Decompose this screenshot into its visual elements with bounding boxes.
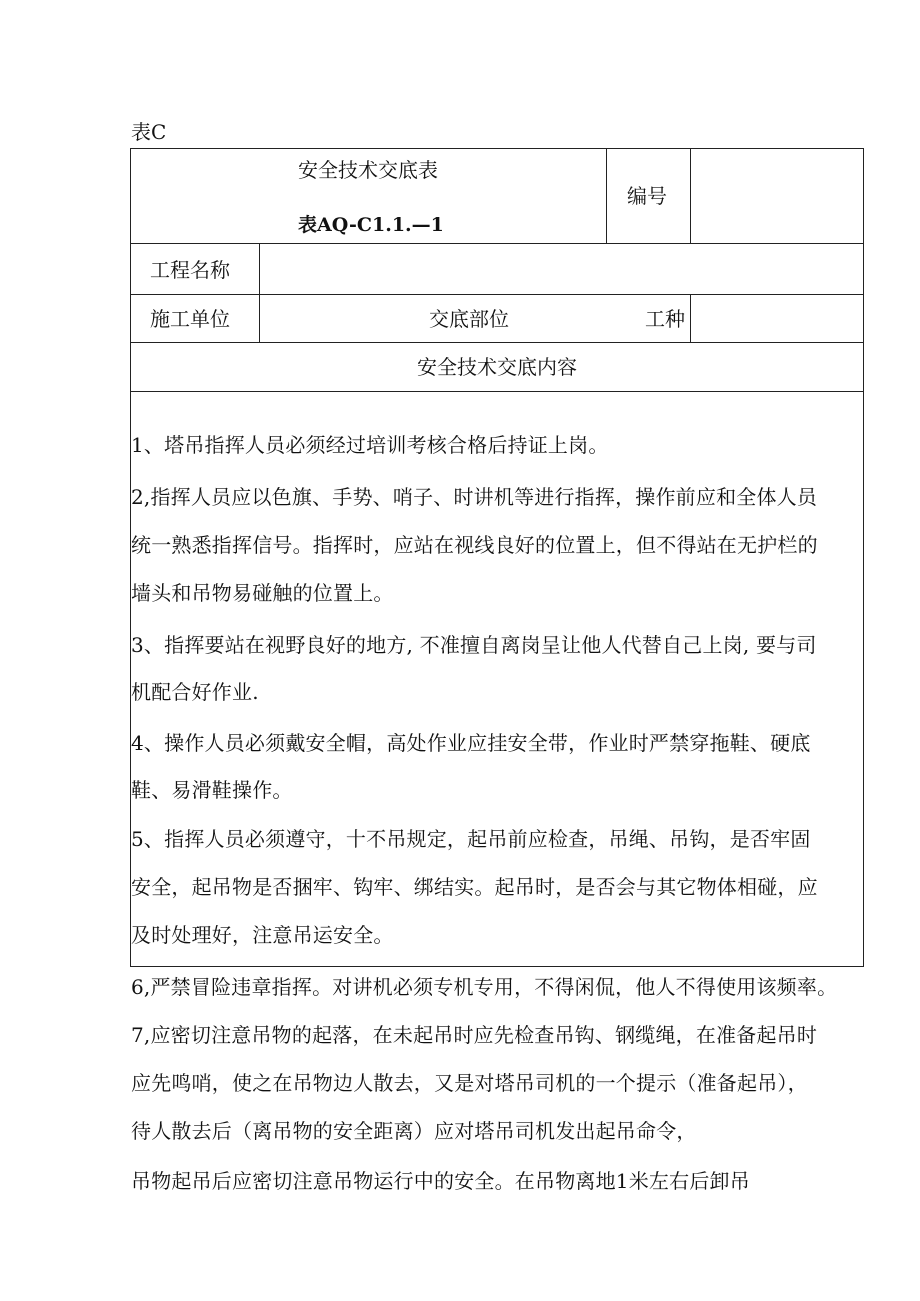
work-type-field[interactable] — [692, 296, 862, 341]
number-label: 编号 — [627, 184, 667, 208]
handover-position-label: 交底部位 — [429, 307, 509, 331]
content-line: 及时处理好，注意吊运安全。 — [131, 923, 394, 947]
construction-unit-label: 施工单位 — [150, 307, 230, 331]
content-line: 应先鸣哨，使之在吊物边人散去，又是对塔吊司机的一个提示（准备起吊）， — [131, 1071, 808, 1095]
number-field[interactable] — [692, 150, 862, 242]
content-line: 5、指挥人员必须遵守，十不吊规定，起吊前应检查，吊绳、吊钩，是否牢固 — [131, 827, 811, 851]
content-line: 墙头和吊物易碰触的位置上。 — [131, 581, 394, 605]
content-line: 安全，起吊物是否捆牢、钩牢、绑结实。起吊时，是否会与其它物体相碰，应 — [131, 875, 818, 899]
content-line: 待人散去后（离吊物的安全距离）应对塔吊司机发出起吊命令， — [131, 1119, 697, 1143]
handover-position-field[interactable] — [520, 296, 640, 341]
content-line: 统一熟悉指挥信号。指挥时，应站在视线良好的位置上，但不得站在无护栏的 — [131, 533, 818, 557]
table-label: 表C — [131, 120, 167, 144]
after-table-line: 吊物起吊后应密切注意吊物运行中的安全。在吊物离地1米左右后卸吊 — [131, 1169, 750, 1193]
content-line: 2,指挥人员应以色旗、手势、哨子、时讲机等进行指挥，操作前应和全体人员 — [131, 485, 818, 509]
content-line: 7,应密切注意吊物的起落，在未起吊时应先检查吊钩、钢缆绳，在准备起吊时 — [131, 1023, 818, 1047]
content-line: 3、指挥要站在视野良好的地方, 不准擅自离岗呈让他人代替自己上岗, 要与司 — [131, 633, 817, 657]
construction-unit-field[interactable] — [261, 296, 421, 341]
content-line: 1、塔吊指挥人员必须经过培训考核合格后持证上岗。 — [131, 433, 609, 457]
content-line: 6,严禁冒险违章指挥。对讲机必须专机专用，不得闲侃，他人不得使用该频率。 — [131, 975, 838, 999]
project-name-field[interactable] — [261, 245, 862, 293]
form-title: 安全技术交底表 — [298, 158, 438, 182]
content-line: 4、操作人员必须戴安全帽，高处作业应挂安全带，作业时严禁穿拖鞋、硬底 — [131, 731, 811, 755]
work-type-label: 工种 — [645, 307, 685, 331]
content-line: 机配合好作业. — [131, 680, 259, 704]
form-code: 表AQ-C1.1.—1 — [298, 214, 444, 236]
project-name-label: 工程名称 — [150, 258, 230, 282]
content-header: 安全技术交底内容 — [417, 355, 577, 379]
content-line: 鞋、易滑鞋操作。 — [131, 778, 293, 802]
